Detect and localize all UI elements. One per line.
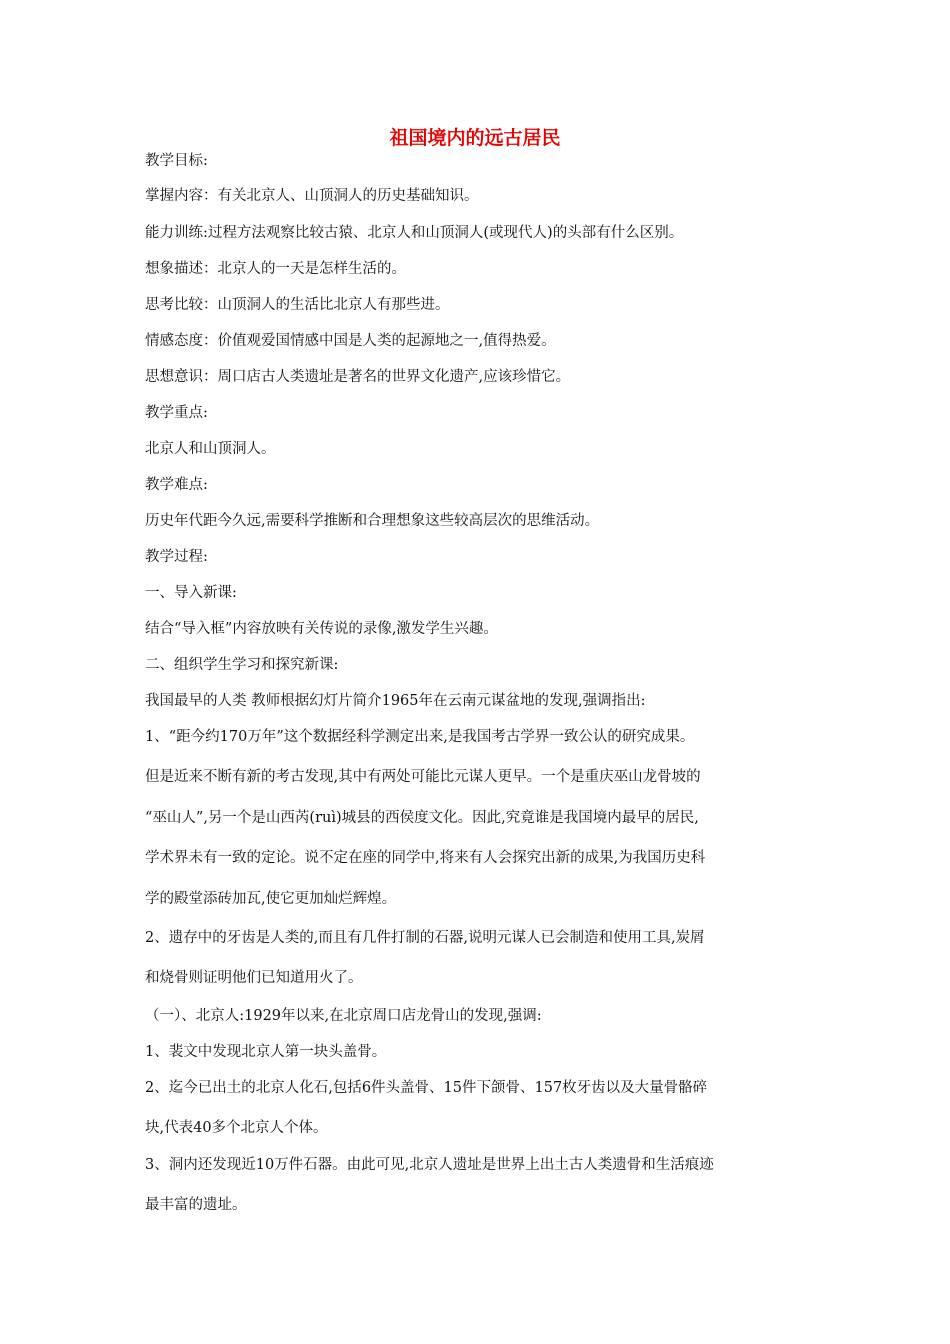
paragraph-line: 掌握内容：有关北京人、山顶洞人的历史基础知识。 <box>145 188 479 204</box>
paragraph-line: 思想意识：周口店古人类遗址是著名的世界文化遗产,应该珍惜它。 <box>145 369 571 385</box>
paragraph-line: 想象描述：北京人的一天是怎样生活的。 <box>145 261 406 277</box>
section-heading: 教学过程: <box>145 549 208 565</box>
paragraph-line: 块,代表40多个北京人个体。 <box>145 1120 328 1136</box>
paragraph-line: “巫山人”,另一个是山西芮(ruì)城县的西侯度文化。因此,究竟谁是我国境内最早的居民, <box>145 810 699 826</box>
section-heading: 教学重点: <box>145 405 208 421</box>
paragraph-line: 但是近来不断有新的考古发现,其中有两处可能比元谋人更早。一个是重庆巫山龙骨坡的 <box>145 769 701 785</box>
paragraph-line: 北京人和山顶洞人。 <box>145 441 276 457</box>
paragraph-line: 历史年代距今久远,需要科学推断和合理想象这些较高层次的思维活动。 <box>145 513 600 529</box>
section-heading: 教学难点: <box>145 477 208 493</box>
paragraph-line: 学的殿堂添砖加瓦,使它更加灿烂辉煌。 <box>145 891 397 907</box>
paragraph-line: 1、“距今约170万年”这个数据经科学测定出来,是我国考古学界一致公认的研究成果。 <box>145 729 695 745</box>
paragraph-line: 思考比较：山顶洞人的生活比北京人有那些进。 <box>145 297 450 313</box>
paragraph-line: 能力训练:过程方法观察比较古猿、北京人和山顶洞人(或现代人)的头部有什么区别。 <box>145 225 684 241</box>
paragraph-line: 1、裴文中发现北京人第一块头盖骨。 <box>145 1044 387 1060</box>
paragraph-line: 和烧骨则证明他们已知道用火了。 <box>145 970 363 986</box>
paragraph-line: 情感态度：价值观爱国情感中国是人类的起源地之一,值得热爱。 <box>145 333 556 349</box>
paragraph-line: 学术界未有一致的定论。说不定在座的同学中,将来有人会探究出新的成果,为我国历史科 <box>145 850 706 866</box>
paragraph-line: 结合“导入框”内容放映有关传说的录像,激发学生兴趣。 <box>145 621 498 637</box>
paragraph-line: 最丰富的遗址。 <box>145 1197 247 1213</box>
paragraph-line: 2、迄今已出土的北京人化石,包括6件头盖骨、15件下颌骨、157枚牙齿以及大量骨骼碎 <box>145 1080 708 1096</box>
section-heading: 一、导入新课: <box>145 585 237 601</box>
paragraph-line: 我国最早的人类 教师根据幻灯片简介1965年在云南元谋盆地的发现,强调指出: <box>145 693 646 709</box>
section-heading: 教学目标: <box>145 153 208 169</box>
section-heading: （一）、北京人:1929年以来,在北京周口店龙骨山的发现,强调: <box>145 1008 542 1024</box>
paragraph-line: 2、遗存中的牙齿是人类的,而且有几件打制的石器,说明元谋人已会制造和使用工具,炭屑 <box>145 930 705 946</box>
section-heading: 二、组织学生学习和探究新课: <box>145 657 339 673</box>
paragraph-line: 3、洞内还发现近10万件石器。由此可见,北京人遗址是世界上出土古人类遗骨和生活痕迹 <box>145 1157 714 1173</box>
document-title: 祖国境内的远古居民 <box>389 127 561 149</box>
